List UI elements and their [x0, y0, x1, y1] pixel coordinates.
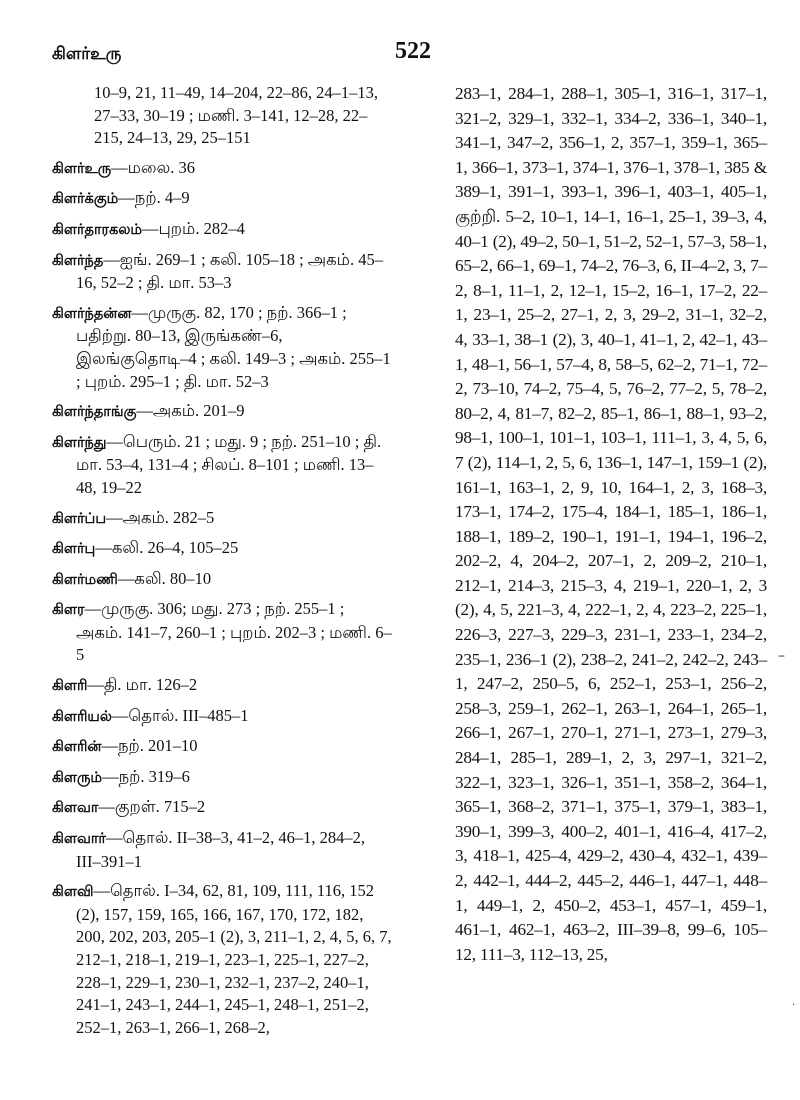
- entry-refs: —முருகு. 306; மது. 273 ; நற். 255–1 ; அகம். 141–7, 260–1 ; புறம். 202–3 ; மணி. 6–5: [76, 599, 392, 665]
- index-entry: [52, 735, 392, 759]
- entry-headword: கிளர்ந்தன்ன: [52, 305, 132, 322]
- entry-headword: கிளர்தாரகலம்: [52, 221, 143, 238]
- index-entry: [52, 400, 392, 424]
- index-entry: [52, 157, 392, 181]
- entry-refs: —தொல். III–485–1: [111, 705, 249, 725]
- index-entry: [52, 796, 392, 820]
- entry-refs: —அகம். 282–5: [106, 507, 215, 527]
- entry-headword: கிளவா: [52, 800, 99, 817]
- running-head: கிளர்உரு: [52, 44, 122, 64]
- right-column: [455, 82, 767, 967]
- entry-headword: கிளவார்: [52, 831, 106, 848]
- margin-mark: –: [778, 648, 785, 664]
- index-entry: [52, 880, 392, 1039]
- entry-refs: —ஐங். 269–1 ; கலி. 105–18 ; அகம். 45–16, 52–2 ; தி. மா. 53–3: [76, 249, 383, 293]
- entry-headword: கிளவி: [52, 884, 94, 901]
- entry-refs: —நற். 4–9: [118, 188, 190, 208]
- entry-refs: —கலி. 26–4, 105–25: [95, 538, 239, 558]
- entry-refs: —மலை. 36: [111, 157, 195, 177]
- index-entry: [52, 674, 392, 698]
- entry-refs: —குறள். 715–2: [98, 797, 206, 817]
- index-entry: [52, 827, 392, 873]
- entry-headword: கிளர்ந்து: [52, 434, 107, 451]
- page-number: 522: [395, 38, 431, 64]
- entry-headword: கிளர்ந்த: [52, 252, 104, 269]
- entry-headword: கிளர: [52, 602, 85, 619]
- index-entry: [52, 431, 392, 500]
- index-entry: [52, 507, 392, 531]
- index-entry: [52, 598, 392, 667]
- entry-refs: 10–9, 21, 11–49, 14–204, 22–86, 24–1–13, 27–33, 30–19 ; மணி. 3–141, 12–28, 22–215, 24–13, 29, 25–151: [94, 83, 379, 148]
- entry-refs: —பெரும். 21 ; மது. 9 ; நற். 251–10 ; தி. மா. 53–4, 131–4 ; சிலப். 8–101 ; மணி. 13–48, 19–22: [76, 431, 382, 497]
- entry-headword: கிளரின்: [52, 739, 102, 756]
- index-entry: [52, 82, 392, 150]
- entry-headword: கிளர்ப்ப: [52, 510, 107, 527]
- index-entry: [52, 249, 392, 295]
- entry-headword: கிளர்மணி: [52, 571, 118, 588]
- entry-headword: கிளர்பு: [52, 541, 96, 558]
- entry-headword: கிளரி: [52, 678, 88, 695]
- index-entry: [52, 766, 392, 790]
- index-entry: [52, 705, 392, 729]
- entry-refs: —அகம். 201–9: [136, 401, 245, 421]
- entry-refs: —நற். 201–10: [101, 736, 198, 756]
- entry-refs: —கலி. 80–10: [117, 568, 212, 588]
- entry-headword: கிளரும்: [52, 769, 103, 786]
- index-entry: [52, 187, 392, 211]
- entry-refs: —புறம். 282–4: [142, 218, 245, 238]
- index-entry: [52, 537, 392, 561]
- entry-refs: —தொல். I–34, 62, 81, 109, 111, 116, 152 (2), 157, 159, 165, 166, 167, 170, 172, 182, 200, 202, 203, 205–1 (2), 3, 211–1, 2, 4, 5, 6, 7, 212–1, 218–1, 219–1, 223–1, 225–1, 227–2, 228–1, 229–1, 230–1, 232–1, 237–2, 240–1, 241–1, 243–1, 244–1, 245–1, 248–1, 251–2, 252–1, 263–1, 266–1, 268–2,: [76, 881, 392, 1037]
- left-column: [52, 82, 392, 1046]
- entry-refs: —நற். 319–6: [102, 766, 190, 786]
- entry-headword: கிளரியல்: [52, 708, 112, 725]
- entry-refs: —தொல். II–38–3, 41–2, 46–1, 284–2, III–391–1: [76, 828, 366, 871]
- index-entry: [52, 218, 392, 242]
- index-entry: [52, 302, 392, 393]
- margin-mark: ·: [792, 1000, 796, 1011]
- entry-refs: —முருகு. 82, 170 ; நற். 366–1 ; பதிற்று. 80–13, இருங்கண்–6, இலங்குதொடி–4 ; கலி. 149–3 ; அகம். 255–1 ; புறம். 295–1 ; தி. மா. 52–3: [76, 302, 391, 391]
- index-entry: [52, 568, 392, 592]
- entry-headword: கிளர்உரு: [52, 160, 112, 177]
- continued-refs: 283–1, 284–1, 288–1, 305–1, 316–1, 317–1, 321–2, 329–1, 332–1, 334–2, 336–1, 340–1, 341–1, 347–2, 356–1, 2, 357–1, 359–1, 365–1, 366–1, 373–1, 374–1, 376–1, 378–1, 385 & 389–1, 391–1, 393–1, 396–1, 403–1, 405–1, குற்றி. 5–2, 10–1, 14–1, 16–1, 25–1, 39–3, 4, 40–1 (2), 49–2, 50–1, 51–2, 52–1, 57–3, 58–1, 65–2, 66–1, 69–1, 74–2, 76–3, 6, II–4–2, 3, 7–2, 8–1, 11–1, 2, 12–1, 15–2, 16–1, 17–2, 22–1, 23–1, 25–2, 27–1, 2, 3, 29–2, 31–1, 32–2, 4, 33–1, 38–1 (2), 3, 40–1, 41–1, 2, 42–1, 43–1, 48–1, 56–1, 57–4, 8, 58–5, 62–2, 71–1, 72–2, 73–10, 74–2, 75–4, 5, 76–2, 77–2, 5, 78–2, 80–2, 4, 81–7, 82–2, 85–1, 86–1, 88–1, 93–2, 98–1, 100–1, 101–1, 103–1, 111–1, 3, 4, 5, 6, 7 (2), 114–1, 2, 5, 6, 136–1, 147–1, 159–1 (2), 161–1, 163–1, 2, 9, 10, 164–1, 2, 3, 168–3, 173–1, 174–2, 175–4, 184–1, 185–1, 186–1, 188–1, 189–2, 190–1, 191–1, 194–1, 196–2, 202–2, 4, 204–2, 207–1, 2, 209–2, 210–1, 212–1, 214–3, 215–3, 4, 219–1, 220–1, 2, 3 (2), 4, 5, 221–3, 4, 222–1, 2, 4, 223–2, 225–1, 226–3, 227–3, 229–3, 231–1, 233–1, 234–2, 235–1, 236–1 (2), 238–2, 241–2, 242–2, 243–1, 247–2, 250–5, 6, 252–1, 253–1, 256–2, 258–3, 259–1, 262–1, 263–1, 264–1, 265–1, 266–1, 267–1, 270–1, 271–1, 273–1, 279–3, 284–1, 285–1, 289–1, 2, 3, 297–1, 321–2, 322–1, 323–1, 326–1, 351–1, 358–2, 364–1, 365–1, 368–2, 371–1, 375–1, 379–1, 383–1, 390–1, 399–3, 400–2, 401–1, 416–4, 417–2, 3, 418–1, 425–4, 429–2, 430–4, 432–1, 439–2, 442–1, 444–2, 445–2, 446–1, 447–1, 448–1, 449–1, 2, 450–2, 453–1, 457–1, 459–1, 461–1, 462–1, 463–2, III–39–8, 99–6, 105–12, 111–3, 112–13, 25,: [455, 84, 767, 964]
- entry-headword: கிளர்ந்தாங்கு: [52, 404, 137, 421]
- entry-headword: கிளர்க்கும்: [52, 191, 119, 208]
- entry-refs: —தி. மா. 126–2: [87, 675, 198, 695]
